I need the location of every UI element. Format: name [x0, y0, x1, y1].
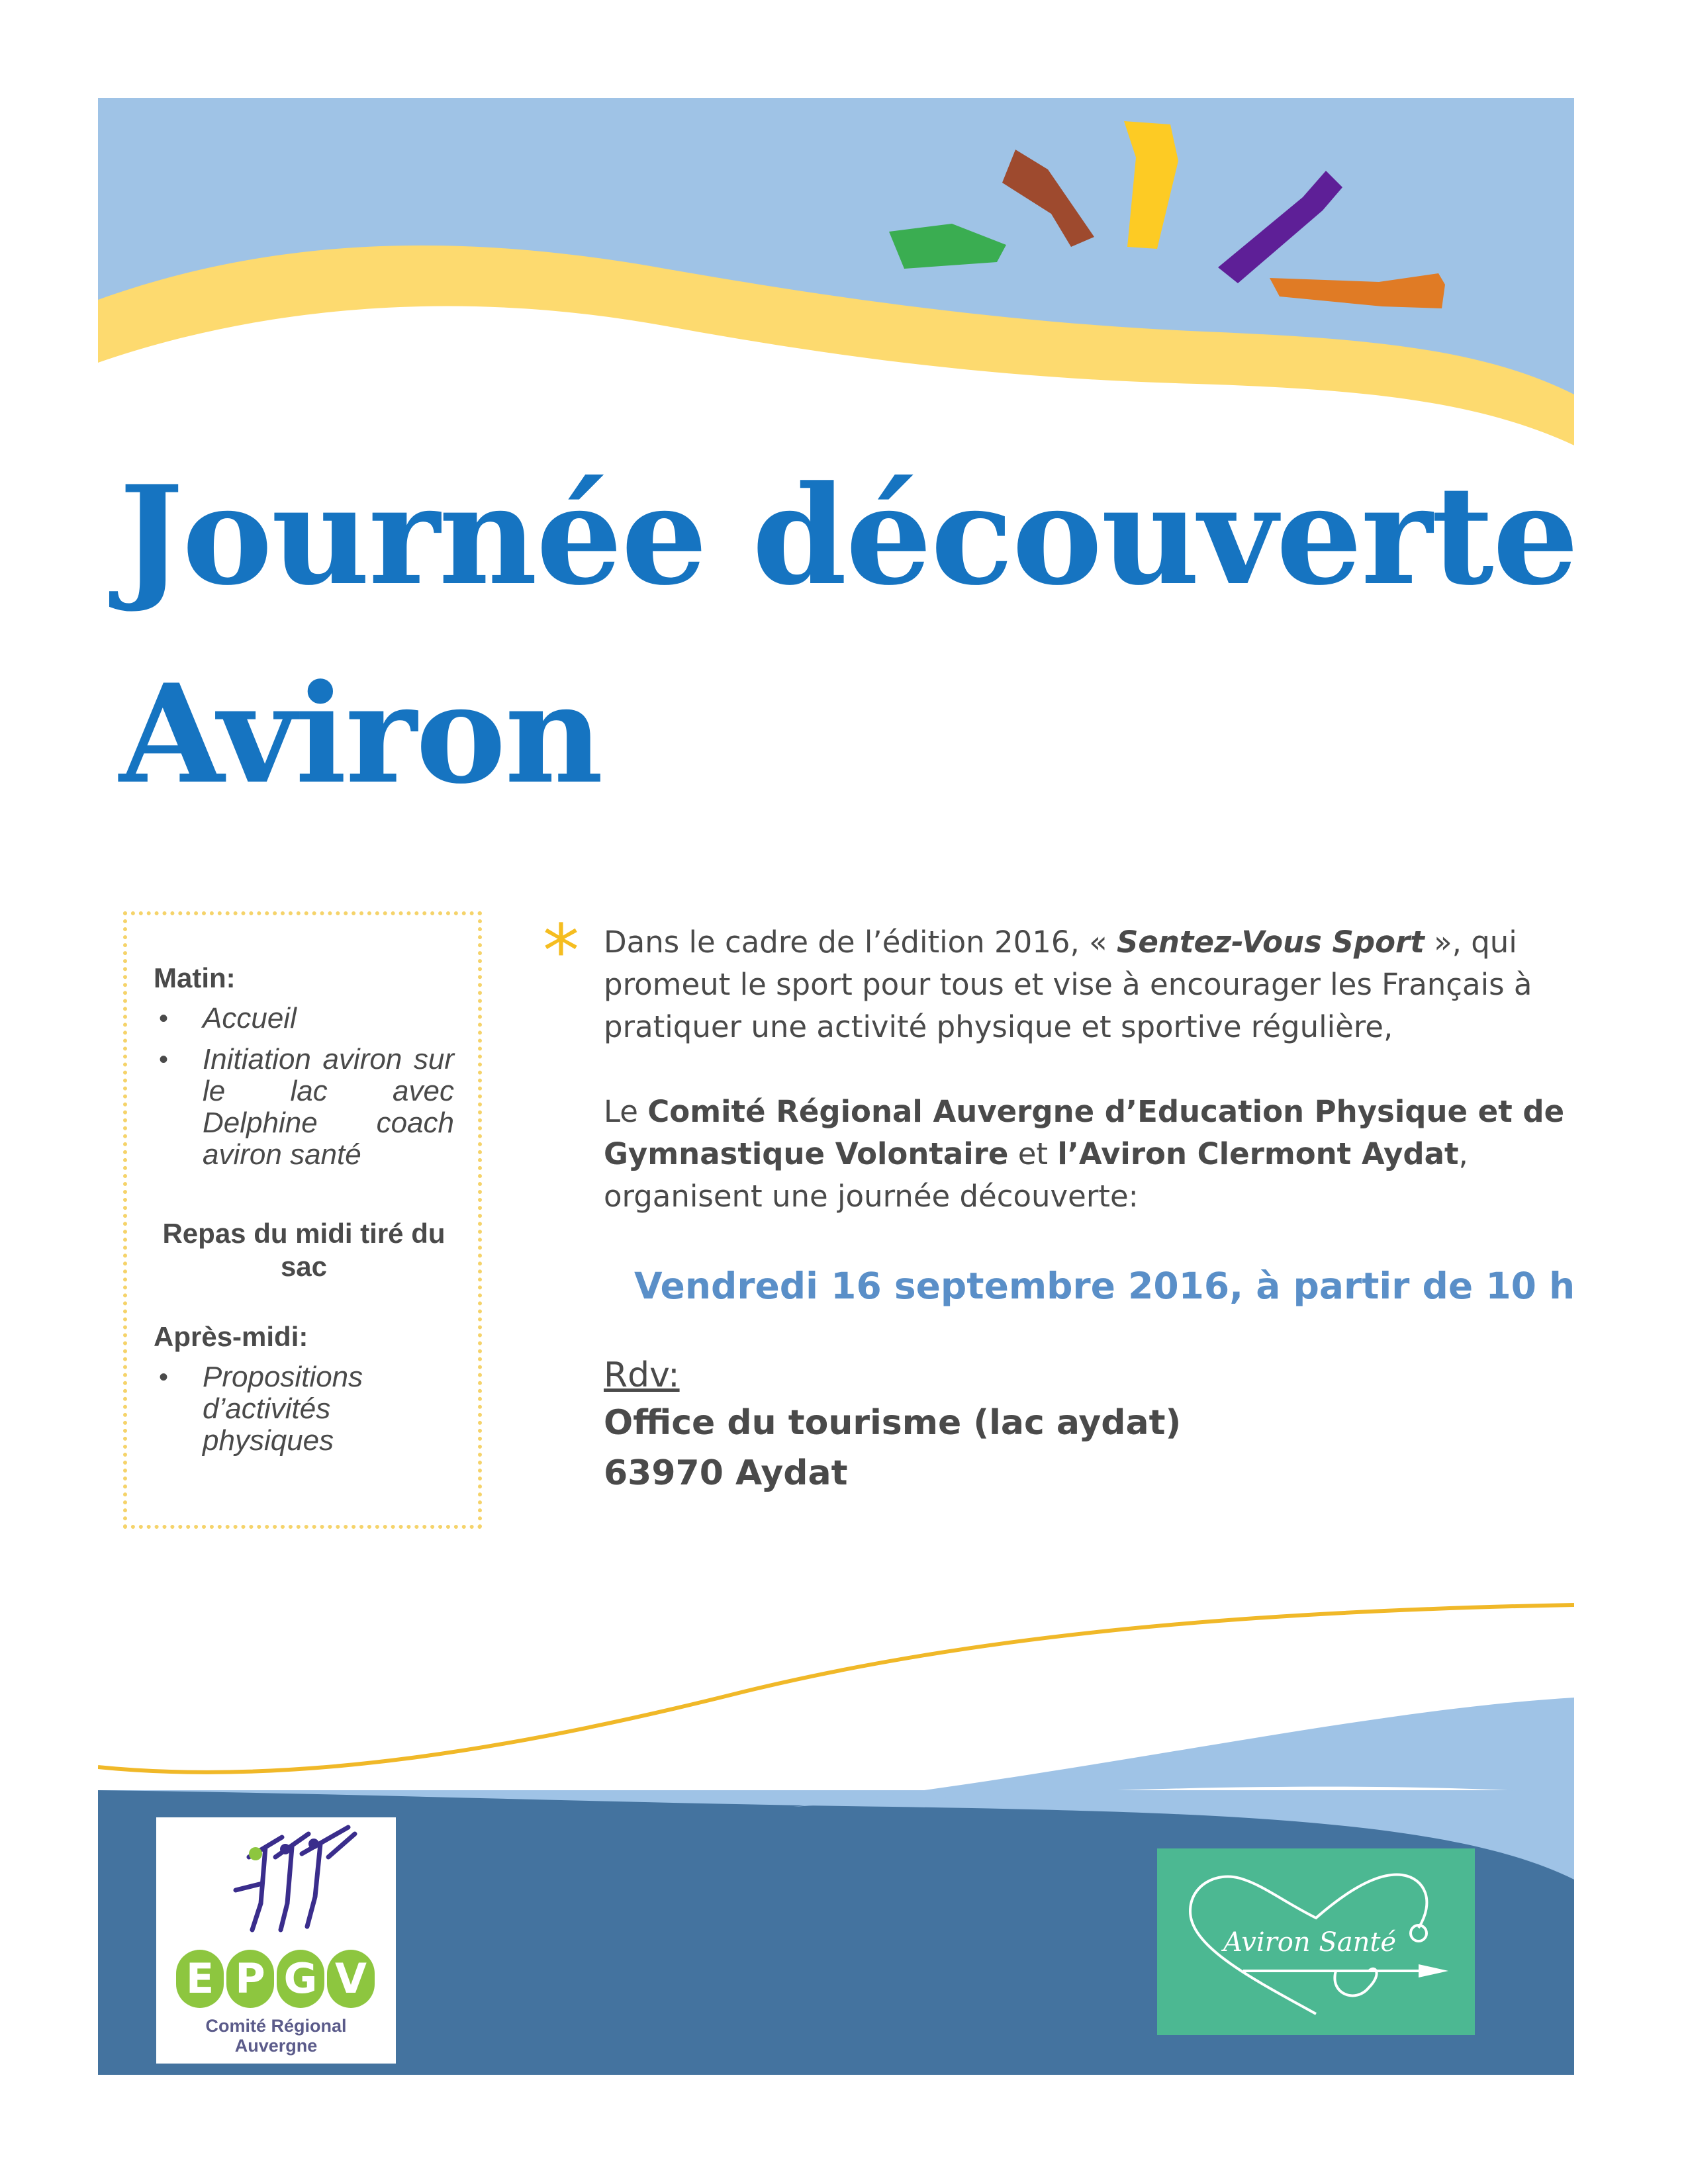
rdv-place: Office du tourisme (lac aydat)	[604, 1403, 1182, 1443]
apres-midi-item-propositions: Propositions d’activités physiques	[203, 1361, 363, 1457]
aviron-sante-logo	[1157, 1848, 1475, 2035]
title-line-1: Journée découverte	[119, 457, 1578, 615]
organizer-epgv: Comité Régional Auvergne d’Education Physique et de Gymnastique Volontaire	[604, 1094, 1565, 1171]
organizers-prefix: Le	[604, 1094, 648, 1129]
matin-list	[154, 1003, 454, 1171]
list-item	[154, 1361, 454, 1457]
bullet-icon: •	[159, 1363, 169, 1392]
asterisk-icon: *	[543, 909, 579, 993]
organizers-suffix: , organisent une journée découverte:	[604, 1136, 1468, 1214]
header-banner	[98, 98, 1574, 452]
repas-text: Repas du midi tiré du sac	[162, 1218, 445, 1282]
list-item	[154, 1003, 454, 1034]
epgv-letters	[176, 1950, 375, 2009]
epgv-caption-line-1: Comité Régional	[205, 2016, 347, 2036]
epgv-letter: G	[277, 1950, 324, 2008]
epgv-letter: V	[327, 1950, 375, 2008]
epgv-caption-line-2: Auvergne	[234, 2036, 318, 2056]
intro-part-2: », qui promeut le sport pour tous et vise à encourager les Français à pratiquer une activité physique et sportive régulière,	[604, 925, 1532, 1044]
epgv-figures-icon	[156, 1817, 396, 1950]
programme-box	[123, 911, 482, 1529]
rdv-city: 63970 Aydat	[604, 1453, 848, 1493]
matin-heading: Matin:	[154, 962, 236, 993]
matin-item-initiation: Initiation aviron sur le lac avec Delphine coach aviron santé	[203, 1043, 454, 1171]
organizer-aviron: l’Aviron Clermont Aydat	[1057, 1136, 1459, 1171]
epgv-letter: P	[226, 1950, 274, 2008]
rdv-label: Rdv:	[604, 1355, 680, 1395]
organizers-paragraph	[604, 1091, 1610, 1218]
sun-wave-illustration	[98, 98, 1574, 452]
title-line-2: Aviron	[119, 655, 602, 814]
matin-item-accueil: Accueil	[203, 1002, 297, 1034]
epgv-caption	[156, 2016, 396, 2056]
event-name: Sentez-Vous Sport	[1116, 925, 1425, 960]
bullet-icon: •	[159, 1004, 169, 1033]
list-item	[154, 1044, 454, 1171]
page-title	[119, 437, 1609, 834]
organizers-connector: et	[1008, 1136, 1058, 1171]
intro-part-1: Dans le cadre de l’édition 2016, «	[604, 925, 1117, 960]
apres-midi-list	[154, 1361, 454, 1457]
event-date: Vendredi 16 septembre 2016, à partir de 10 h	[634, 1265, 1575, 1307]
bullet-icon: •	[159, 1045, 169, 1074]
epgv-logo	[156, 1817, 396, 2064]
apres-midi-heading: Après-midi:	[154, 1321, 308, 1352]
intro-paragraph	[604, 921, 1610, 1048]
epgv-letter: E	[176, 1950, 224, 2008]
aviron-sante-text: Aviron Santé	[1223, 1927, 1397, 1958]
